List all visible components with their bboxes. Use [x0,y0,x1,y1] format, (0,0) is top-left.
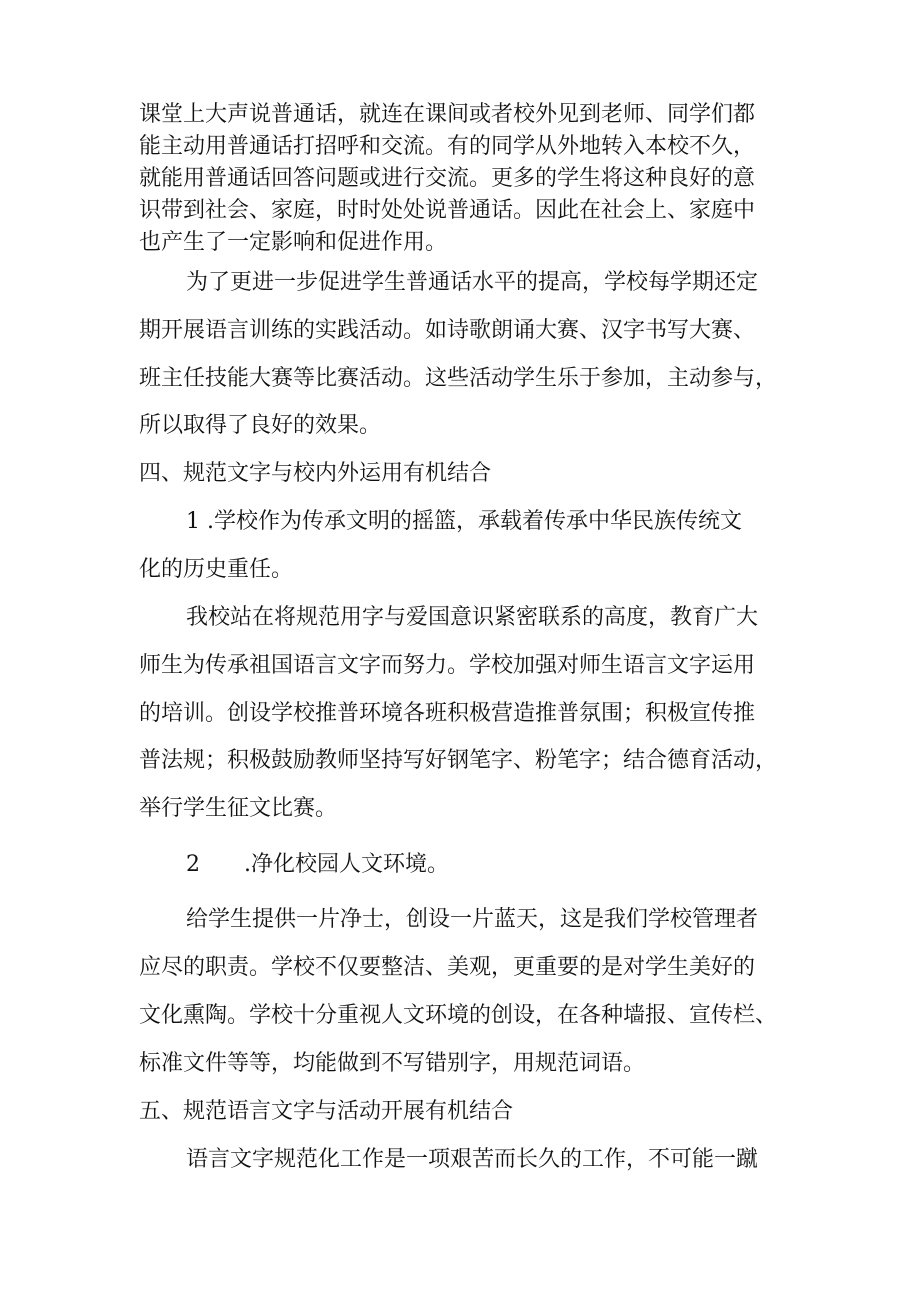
numbered-item: 2 .净化校园人文环境。 [186,852,449,877]
paragraph-line: 也产生了一定影响和促进作用。 [139,230,448,255]
paragraph-line: 我校站在将规范用字与爱国意识紧密联系的高度，教育广大 [186,605,759,630]
section-heading: 五、规范语言文字与活动开展有机结合 [139,1099,514,1124]
paragraph-line: 语言文字规范化工作是一项艰苦而长久的工作，不可能一蹴 [186,1147,759,1172]
section-heading: 四、规范文字与校内外运用有机结合 [139,461,492,486]
paragraph-line: 文化熏陶。学校十分重视人文环境的创设，在各种墙报、宣传栏、 [139,1003,778,1028]
paragraph-line: 1 .学校作为传承文明的摇篮，承载着传承中华民族传统文 [186,509,742,534]
paragraph-line: 普法规；积极鼓励教师坚持写好钢笔字、粉笔字；结合德育活动， [139,748,778,773]
paragraph-line: 师生为传承祖国语言文字而努力。学校加强对师生语言文字运用 [139,653,756,678]
paragraph-line: 就能用普通话回答问题或进行交流。更多的学生将这种良好的意 [139,166,756,191]
paragraph-line: 给学生提供一片净士，创设一片蓝天，这是我们学校管理者 [186,907,759,932]
paragraph-line: 课堂上大声说普通话，就连在课间或者校外见到老师、同学们都 [139,102,756,127]
paragraph-line: 班主任技能大赛等比赛活动。这些活动学生乐于参加，主动参与， [139,366,778,391]
paragraph-line: 期开展语言训练的实践活动。如诗歌朗诵大赛、汉字书写大赛、 [139,318,756,343]
paragraph-line: 识带到社会、家庭，时时处处说普通话。因此在社会上、家庭中 [139,198,756,223]
paragraph-line: 举行学生征文比赛。 [139,796,338,821]
paragraph-line: 化的历史重任。 [139,557,294,582]
paragraph-line: 能主动用普通话打招呼和交流。有的同学从外地转入本校不久， [139,134,756,159]
paragraph-line: 所以取得了良好的效果。 [139,413,382,438]
paragraph-line: 为了更进一步促进学生普通话水平的提高，学校每学期还定 [186,270,759,295]
paragraph-line: 的培训。创设学校推普环境各班积极营造推普氛围；积极宣传推 [139,701,756,726]
paragraph-line: 标准文件等等，均能做到不写错别字，用规范词语。 [139,1051,646,1076]
paragraph-line: 应尽的职责。学校不仅要整洁、美观，更重要的是对学生美好的 [139,955,756,980]
